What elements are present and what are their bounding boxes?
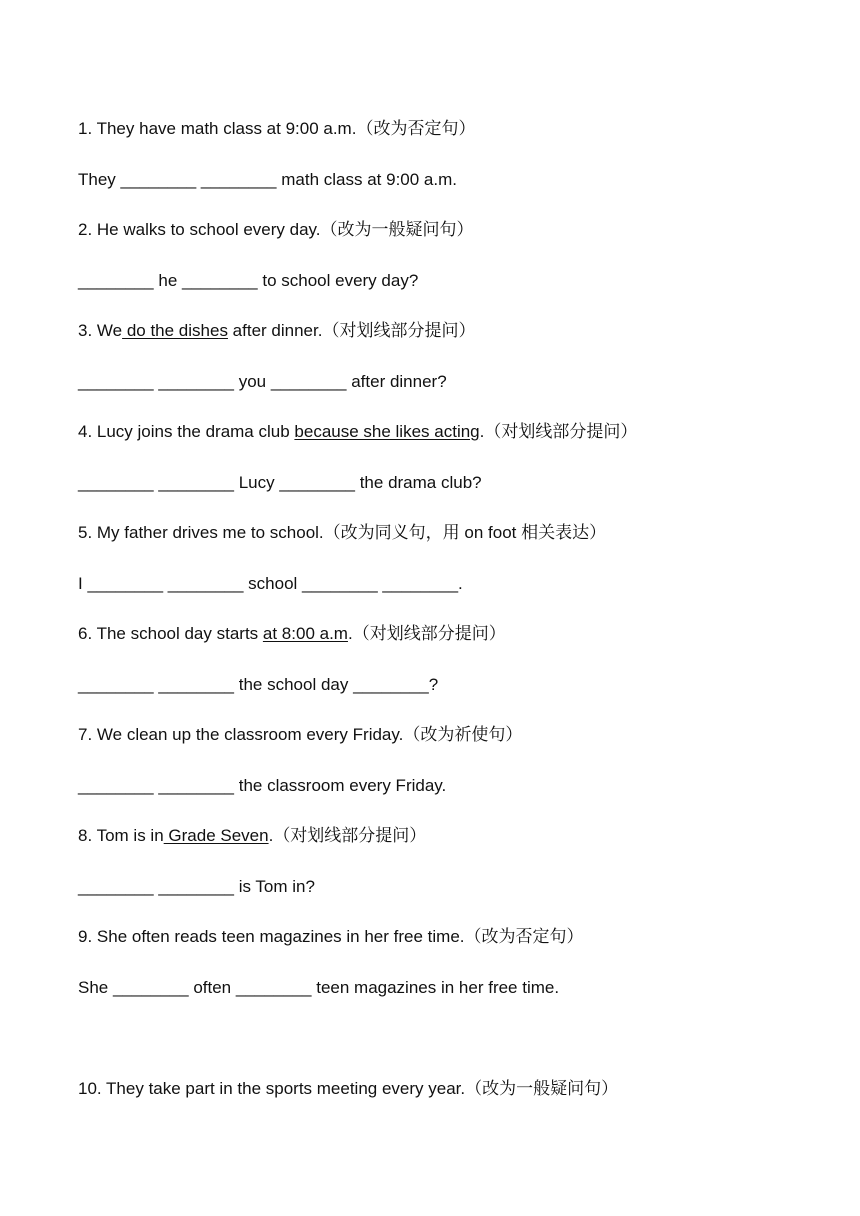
instruction: （改为一般疑问句） [465, 1079, 619, 1098]
answer-line-6: ________ ________ the school day ________? [78, 675, 439, 694]
question-2: 2. He walks to school every day.（改为一般疑问句） [78, 220, 474, 239]
instruction: （改为同义句，用 on foot 相关表达） [323, 523, 607, 542]
instruction: （对划线部分提问） [352, 624, 506, 643]
instruction: （改为否定句） [464, 927, 584, 946]
question-4: 4. Lucy joins the drama club because she likes acting.（对划线部分提问） [78, 422, 638, 441]
instruction: （改为祈使句） [403, 725, 523, 744]
underlined-phrase: at 8:00 a.m [262, 624, 348, 643]
instruction: （对划线部分提问） [273, 826, 427, 845]
answer-line-5: I ________ ________ school ________ ________. [78, 574, 463, 593]
question-3: 3. We do the dishes after dinner.（对划线部分提问） [78, 321, 476, 340]
question-5: 5. My father drives me to school.（改为同义句，用 on foot 相关表达） [78, 523, 607, 542]
underlined-phrase: Grade Seven [163, 826, 269, 845]
question-9: 9. She often reads teen magazines in her free time.（改为否定句） [78, 927, 584, 946]
question-8: 8. Tom is in Grade Seven.（对划线部分提问） [78, 826, 427, 845]
underlined-phrase: do the dishes [122, 321, 228, 340]
answer-line-3: ________ ________ you ________ after dinner? [78, 372, 447, 391]
underlined-phrase: because she likes acting [294, 422, 480, 441]
answer-line-2: ________ he ________ to school every day? [78, 271, 419, 290]
instruction: （对划线部分提问） [322, 321, 476, 340]
answer-line-9: She ________ often ________ teen magazines in her free time. [78, 978, 560, 997]
question-7: 7. We clean up the classroom every Friday.（改为祈使句） [78, 725, 523, 744]
answer-line-4: ________ ________ Lucy ________ the drama club? [78, 473, 482, 492]
answer-line-1: They ________ ________ math class at 9:00 a.m. [78, 170, 457, 189]
instruction: （改为否定句） [356, 119, 476, 138]
question-1: 1. They have math class at 9:00 a.m.（改为否定句） [78, 119, 476, 138]
question-6: 6. The school day starts at 8:00 a.m.（对划线部分提问） [78, 624, 506, 643]
answer-line-7: ________ ________ the classroom every Friday. [78, 776, 447, 795]
instruction: （改为一般疑问句） [320, 220, 474, 239]
instruction: （对划线部分提问） [484, 422, 638, 441]
question-10: 10. They take part in the sports meeting every year.（改为一般疑问句） [78, 1079, 619, 1098]
answer-line-8: ________ ________ is Tom in? [78, 877, 315, 896]
